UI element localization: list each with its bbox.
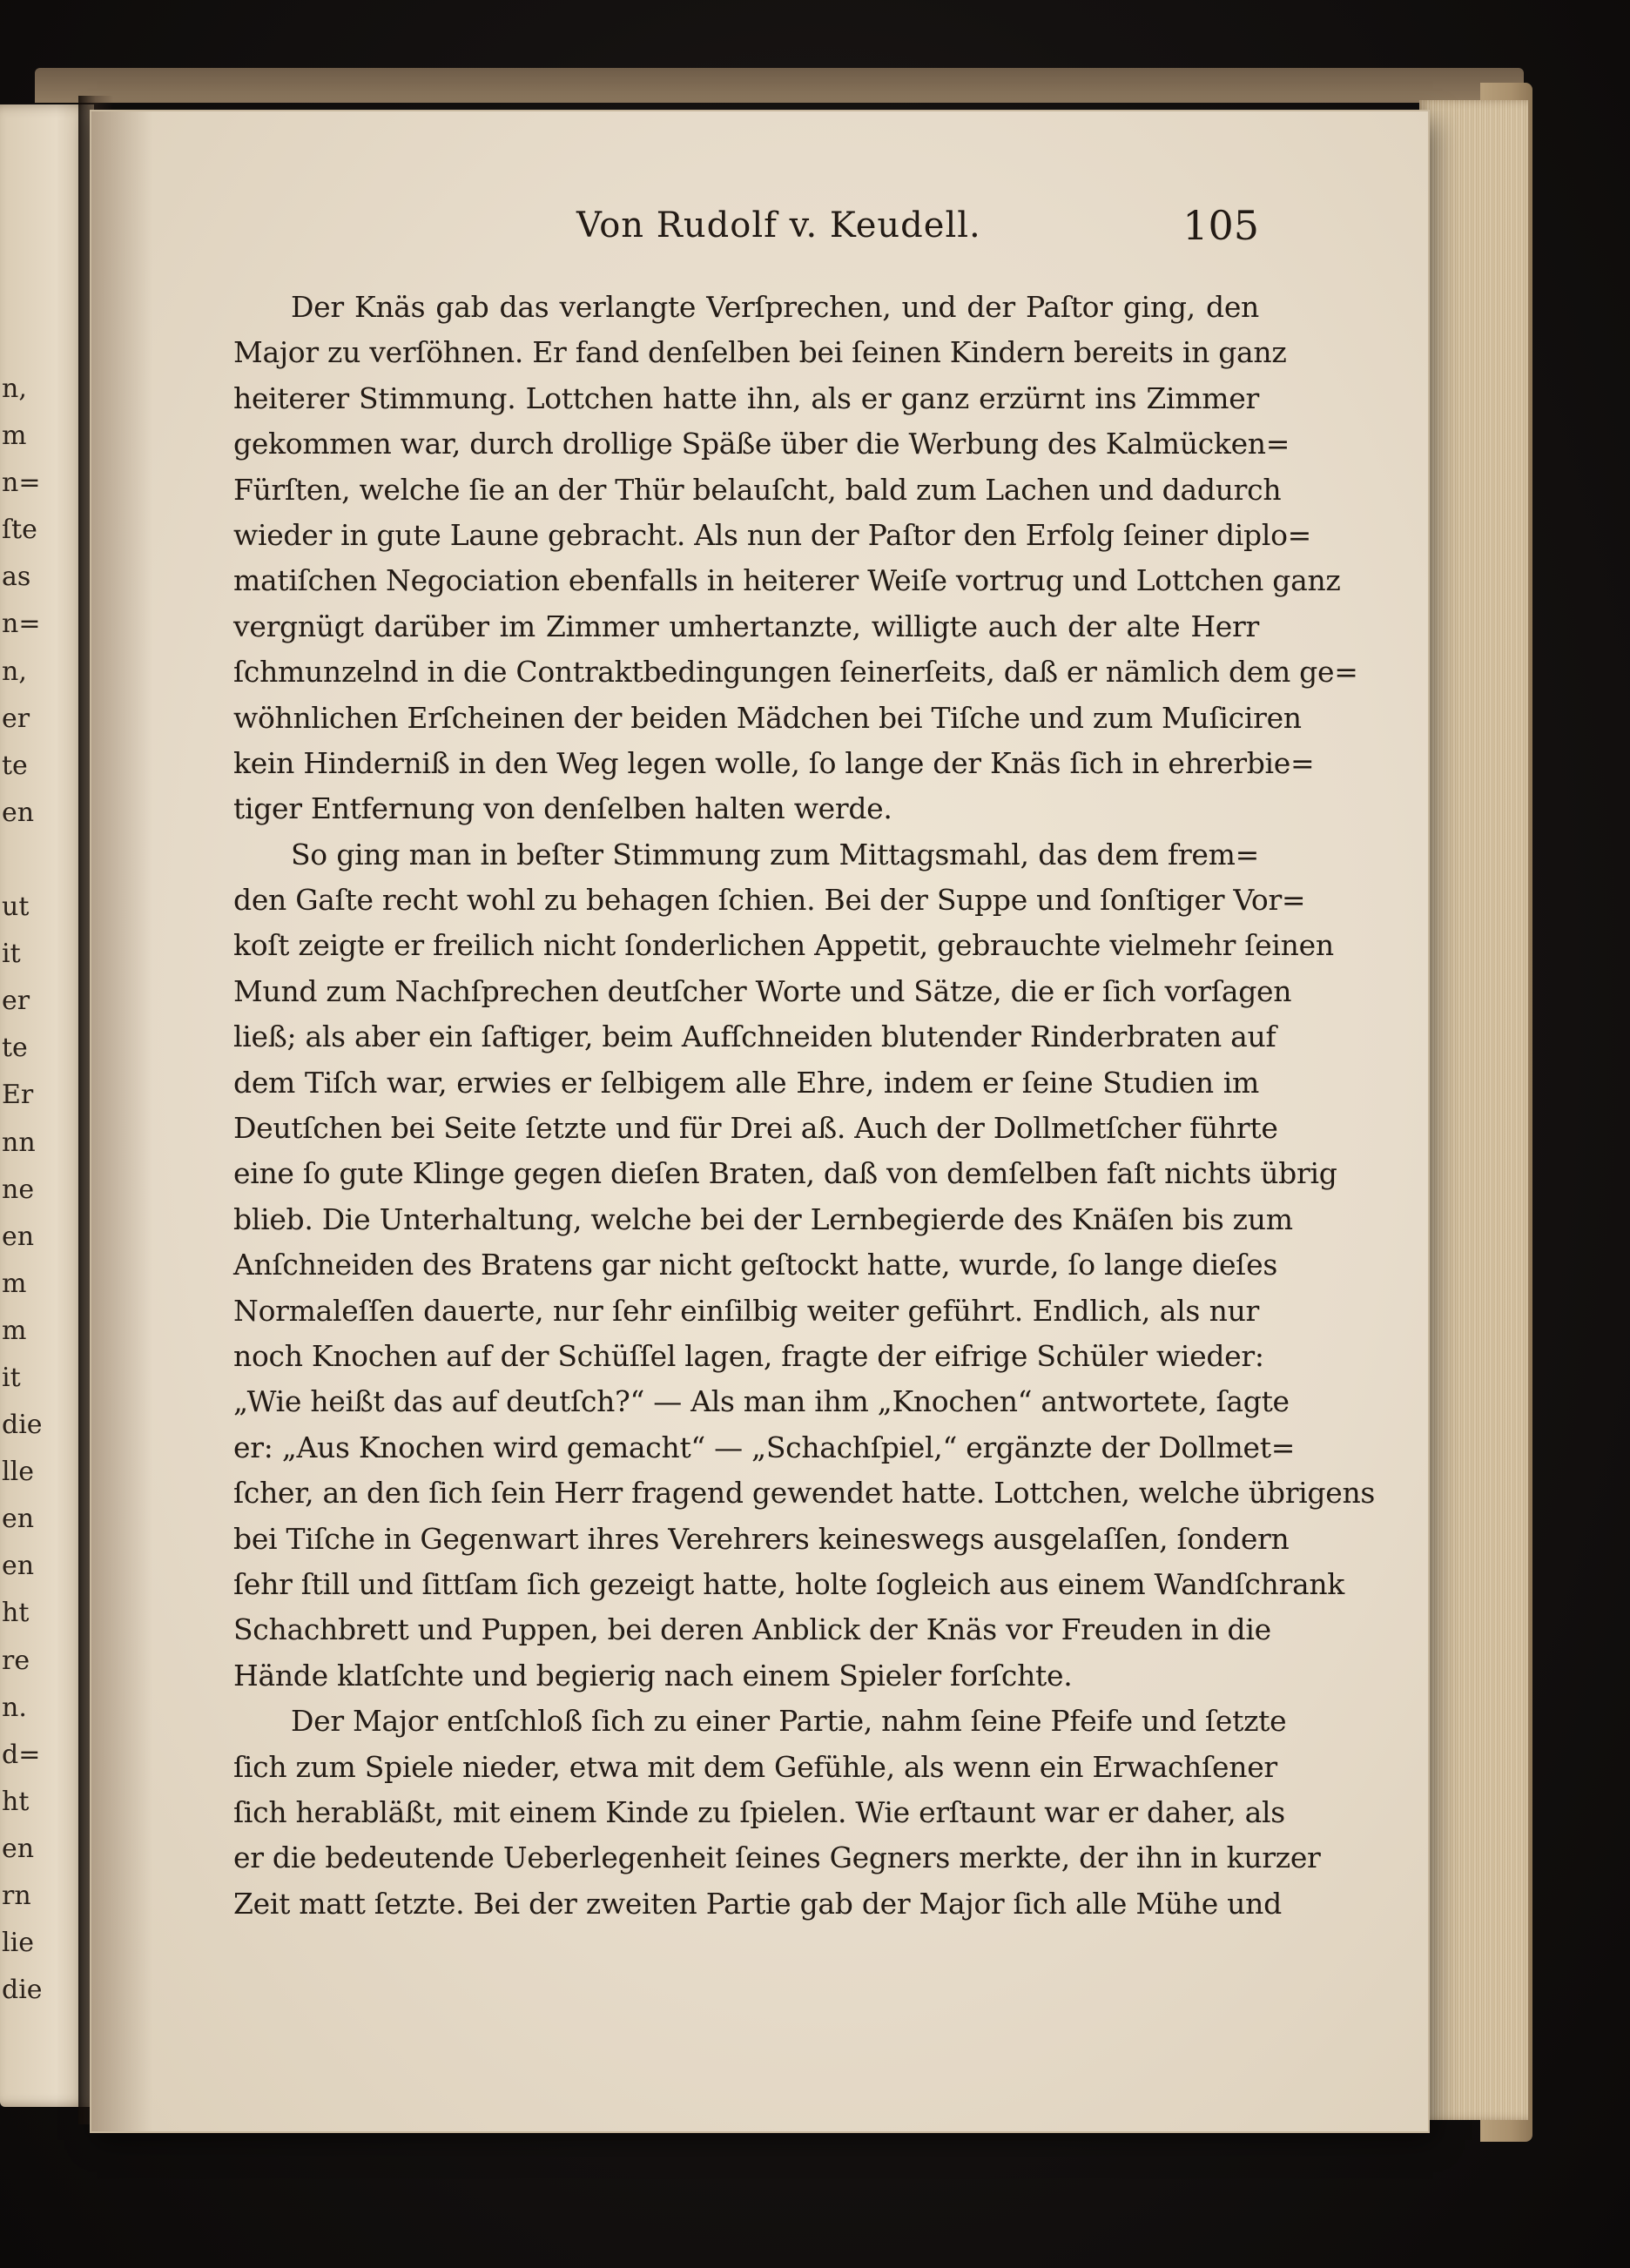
text-line: kein Hinderniß in den Weg legen wolle, ſo lange der Knäs ſich in ehrerbie=: [233, 745, 1315, 780]
text-line: ſich zum Spiele nieder, etwa mit dem Gefühle, als wenn ein Erwachſener: [233, 1749, 1277, 1784]
fragment-line: it: [2, 1362, 21, 1393]
fragment-line: m: [2, 1268, 27, 1299]
paragraph: [233, 1699, 1321, 1927]
text-line: heiterer Stimmung. Lottchen hatte ihn, als er ganz erzürnt ins Zimmer: [233, 380, 1259, 415]
fragment-line: ht: [2, 1786, 30, 1817]
text-line: er: „Aus Knochen wird gemacht“ — „Schachſpiel,“ ergänzte der Dollmet=: [233, 1430, 1296, 1464]
fragment-line: Er: [2, 1080, 34, 1111]
paragraph: [233, 285, 1358, 832]
fragment-line: er: [2, 703, 30, 734]
fragment-line: n,: [2, 374, 27, 404]
text-line: ſehr ſtill und ſittſam ſich gezeigt hatte, holte ſogleich aus einem Wandſchrank: [233, 1566, 1344, 1601]
text-line: koſt zeigte er freilich nicht ſonderlichen Appetit, gebrauchte vielmehr ſeinen: [233, 928, 1334, 963]
text-line: gekommen war, durch drollige Späße über die Werbung des Kalmücken=: [233, 427, 1290, 461]
text-line: dem Tiſch war, erwies er ſelbigem alle Ehre, indem er ſeine Studien im: [233, 1065, 1259, 1100]
fragment-line: n,: [2, 656, 27, 687]
body-text: [233, 285, 1376, 1927]
fragment-line: die: [2, 1975, 43, 2006]
fragment-line: re: [2, 1645, 30, 1676]
text-line: ſcher, an den ſich ſein Herr fragend gewendet hatte. Lottchen, welche übrigens: [233, 1476, 1376, 1511]
text-line: ſchmunzelnd in die Contraktbedingungen ſeinerſeits, daß er nämlich dem ge=: [233, 655, 1358, 690]
paragraph: [233, 832, 1376, 1699]
text-line: Mund zum Nachſprechen deutſcher Worte und Sätze, die er ſich vorſagen: [233, 973, 1292, 1008]
text-line: matiſchen Negociation ebenfalls in heiterer Weiſe vortrug und Lottchen ganz: [233, 563, 1341, 598]
fragment-line: it: [2, 939, 21, 970]
fragment-line: ut: [2, 892, 30, 923]
text-line: Der Knäs gab das verlangte Verſprechen, und der Paſtor ging, den: [291, 290, 1259, 324]
previous-page-text-fragments: [0, 366, 43, 2014]
text-line: Hände klatſchte und begierig nach einem Spieler forſchte.: [233, 1658, 1073, 1693]
fragment-line: n.: [2, 1692, 27, 1723]
text-line: den Gaſte recht wohl zu behagen ſchien. Bei der Suppe und ſonſtiger Vor=: [233, 883, 1306, 918]
fragment-line: en: [2, 1833, 35, 1864]
fragment-line: en: [2, 1551, 35, 1582]
text-line: ließ; als aber ein ſaftiger, beim Aufſchneiden blutender Rinderbraten auf: [233, 1020, 1276, 1054]
text-line: vergnügt darüber im Zimmer umhertanzte, willigte auch der alte Herr: [233, 609, 1259, 643]
text-line: Deutſchen bei Seite ſetzte und für Drei aß. Auch der Dollmetſcher führte: [233, 1111, 1278, 1146]
fragment-line: m: [2, 421, 27, 452]
text-line: noch Knochen auf der Schüſſel lagen, fragte der eifrige Schüler wieder:: [233, 1338, 1264, 1373]
fragment-line: nn: [2, 1127, 36, 1158]
text-line: eine ſo gute Klinge gegen dieſen Braten, daß von demſelben faſt nichts übrig: [233, 1156, 1337, 1191]
text-line: ſich herabläßt, mit einem Kinde zu ſpielen. Wie erſtaunt war er daher, als: [233, 1794, 1285, 1829]
fragment-line: n=: [2, 468, 41, 499]
text-line: Der Major entſchloß ſich zu einer Partie, nahm ſeine Pfeife und ſetzte: [291, 1704, 1287, 1739]
fragment-line: ht: [2, 1598, 30, 1629]
book-cover-top-edge: [35, 68, 1524, 103]
fragment-line: te: [2, 1033, 28, 1064]
text-line: wöhnlichen Erſcheinen der beiden Mädchen bei Tiſche und zum Muſiciren: [233, 700, 1302, 735]
page-stack-fore-edge: [1419, 100, 1528, 2120]
text-line: tiger Entfernung von denſelben halten werde.: [233, 791, 892, 826]
fragment-line: lie: [2, 1928, 34, 1959]
text-line: Major zu verſöhnen. Er fand denſelben bei ſeinen Kindern bereits in ganz: [233, 335, 1287, 370]
fragment-line: n=: [2, 609, 41, 640]
page-number: 105: [1182, 202, 1259, 249]
fragment-line: en: [2, 1221, 35, 1252]
text-line: Zeit matt ſetzte. Bei der zweiten Partie gab der Major ſich alle Mühe und: [233, 1886, 1282, 1921]
fragment-line: d=: [2, 1739, 41, 1770]
fragment-line: rn: [2, 1881, 31, 1911]
text-line: er die bedeutende Ueberlegenheit ſeines Gegners merkte, der ihn in kurzer: [233, 1841, 1321, 1875]
fragment-line: en: [2, 797, 35, 828]
fragment-line: er: [2, 986, 30, 1017]
fragment-line: te: [2, 750, 28, 781]
text-line: Anſchneiden des Bratens gar nicht geſtockt hatte, wurde, ſo lange dieſes: [233, 1248, 1277, 1282]
text-line: Normaleſſen dauerte, nur ſehr einſilbig weiter geführt. Endlich, als nur: [233, 1293, 1259, 1328]
fragment-line: [2, 837, 37, 884]
fragment-line: m: [2, 1315, 27, 1346]
fragment-line: die: [2, 1410, 43, 1441]
text-line: Schachbrett und Puppen, bei deren Anblick der Knäs vor Freuden in die: [233, 1612, 1271, 1647]
text-line: blieb. Die Unterhaltung, welche bei der Lernbegierde des Knäſen bis zum: [233, 1201, 1293, 1236]
running-head: Von Rudolf v. Keudell.: [576, 205, 981, 246]
fragment-line: as: [2, 562, 31, 593]
fragment-line: lle: [2, 1457, 34, 1488]
text-line: Fürſten, welche ſie an der Thür belauſcht, bald zum Lachen und dadurch: [233, 472, 1282, 507]
text-line: bei Tiſche in Gegenwart ihres Verehrers keineswegs ausgelaſſen, ſondern: [233, 1521, 1290, 1556]
fragment-line: ſte: [2, 515, 37, 546]
fragment-line: en: [2, 1504, 35, 1535]
text-line: wieder in gute Laune gebracht. Als nun der Paſtor den Erfolg ſeiner diplo=: [233, 517, 1312, 552]
fragment-line: ne: [2, 1174, 35, 1205]
text-line: „Wie heißt das auf deutſch?“ — Als man ihm „Knochen“ antwortete, ſagte: [233, 1384, 1290, 1419]
text-line: So ging man in beſter Stimmung zum Mittagsmahl, das dem frem=: [291, 837, 1259, 872]
